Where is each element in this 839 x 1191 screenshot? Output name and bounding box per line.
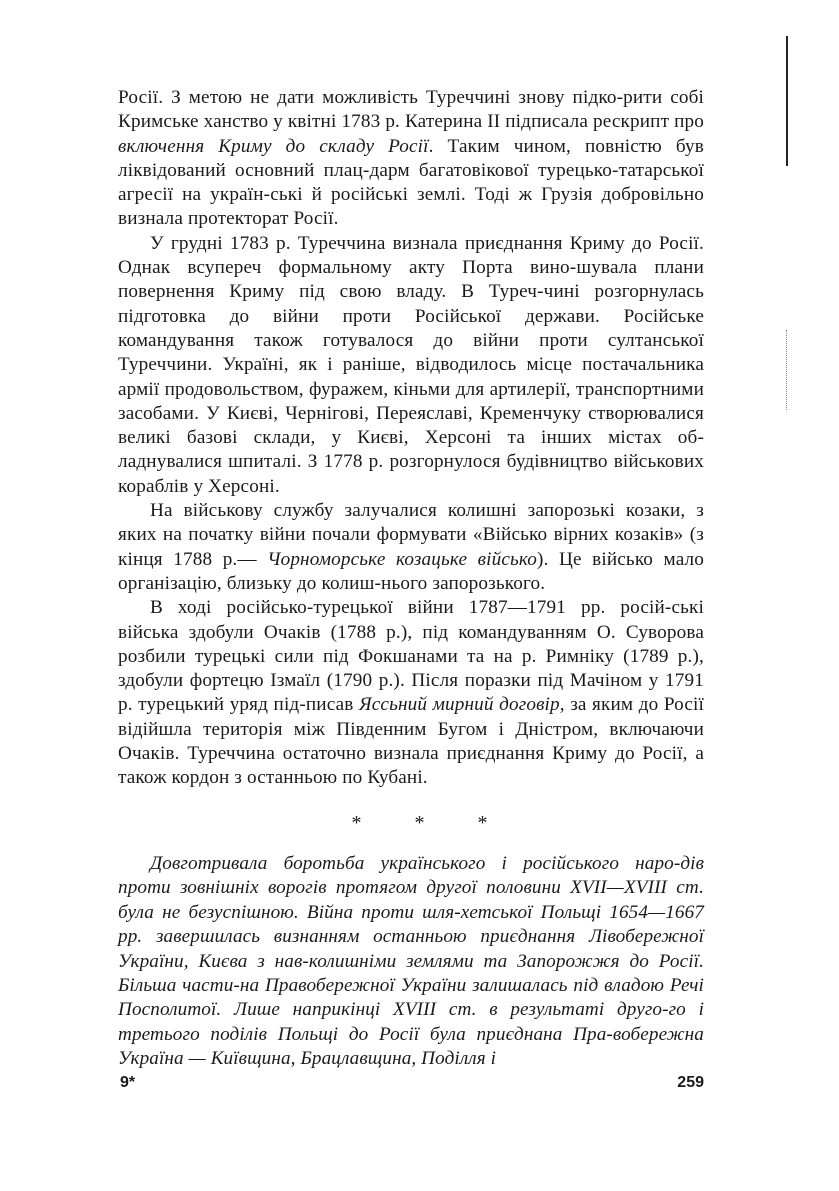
paragraph-1 (118, 86, 704, 232)
text-run: На військову службу залучалися колишні запорозькі козаки, з яких на початку війни почали формувати «Військо вірних козаків» (з кінця 1788 р.— (118, 500, 704, 570)
text-run: У грудні 1783 р. Туреччина визнала приєднання Криму до Росії. Однак всупереч формальному акту Порта вино-шувала плани повернення Криму під свою владу. В Туреч-чині розгорнулась підготовка до війни проти Російської держави. Російське командування також готувалося до війни проти султанської Туреччини. Україні, як і раніше, відводилось місце постачальника армії продовольством, фуражем, кіньми для артилерії, транспортними засобами. У Києві, Чернігові, Переяславі, Кременчуку створювалися великі базові склади, у Києві, Херсоні та інших містах об-ладнувалися шпиталі. З 1778 р. розгорнулося будівництво військових кораблів у Херсоні. (118, 232, 704, 497)
paragraph-3 (118, 499, 704, 596)
italic-term: включення Криму до складу Росії (118, 135, 429, 157)
paragraph-2 (118, 232, 704, 499)
section-divider: * * * (351, 812, 512, 834)
text-run: В ході російсько-турецької війни 1787—1791 рр. росій-ські війська здобули Очаків (1788 р.), під командуванням О. Суворова розбили турецькі сили під Фокшанами та на р. Римніку (1789 р.), здобули фортецю Ізмаїл (1790 р.). Після поразки під Мачіном у 1791 р. турецький уряд під-писав (118, 597, 704, 716)
italic-term: Чорноморське козацьке військо (267, 548, 538, 570)
summary-paragraph: Довготривала боротьба українського і російського наро-дів проти зовнішніх ворогів протягом другої половини XVII—XVIII ст. була не безуспішною. Війна проти шля-хетської Польщі 1654—1667 рр. завершилась визнанням останньою приєднання Лівобережної України, Києва з нав-колишніми землями та Запорожжя до Росії. Більша части-на Правобережної України залишалась під владою Речі Посполитої. Лише наприкінці XVIII ст. в результаті друго-го і третього поділів Польщі до Росії була приєднана Пра-вобережна Україна — Київщина, Брацлавщина, Поділля і (118, 853, 704, 1070)
paragraph-4 (118, 596, 704, 790)
page-number: 259 (677, 1074, 704, 1091)
text-run: ). Це військо мало організацію, близьку до колиш-нього запорозького. (118, 548, 704, 594)
margin-scan-dots (786, 330, 788, 410)
text-run: . Таким чином, повністю був ліквідований основний плац-дарм багатовікової турецько-татарської агресії на україн-ські й російські землі. Тоді ж Грузія добровільно визнала протекторат Росії. (118, 135, 705, 230)
text-run: , за яким до Росії відійшла територія між Південним Бугом і Дністром, включаючи Очаків. Туреччина остаточно визнала приєднання Криму до Росії, а також кордон з останньою по Кубані. (118, 694, 705, 789)
text-run: Росії. З метою не дати можливість Туреччині знову підко-рити собі Кримське ханство у квітні 1783 р. Катерина II підписала рескрипт про (118, 87, 704, 133)
italic-term: Яссьний мирний договір (358, 694, 560, 716)
signature-mark: 9* (120, 1074, 136, 1091)
margin-scan-line (786, 36, 788, 166)
main-text (118, 86, 704, 791)
